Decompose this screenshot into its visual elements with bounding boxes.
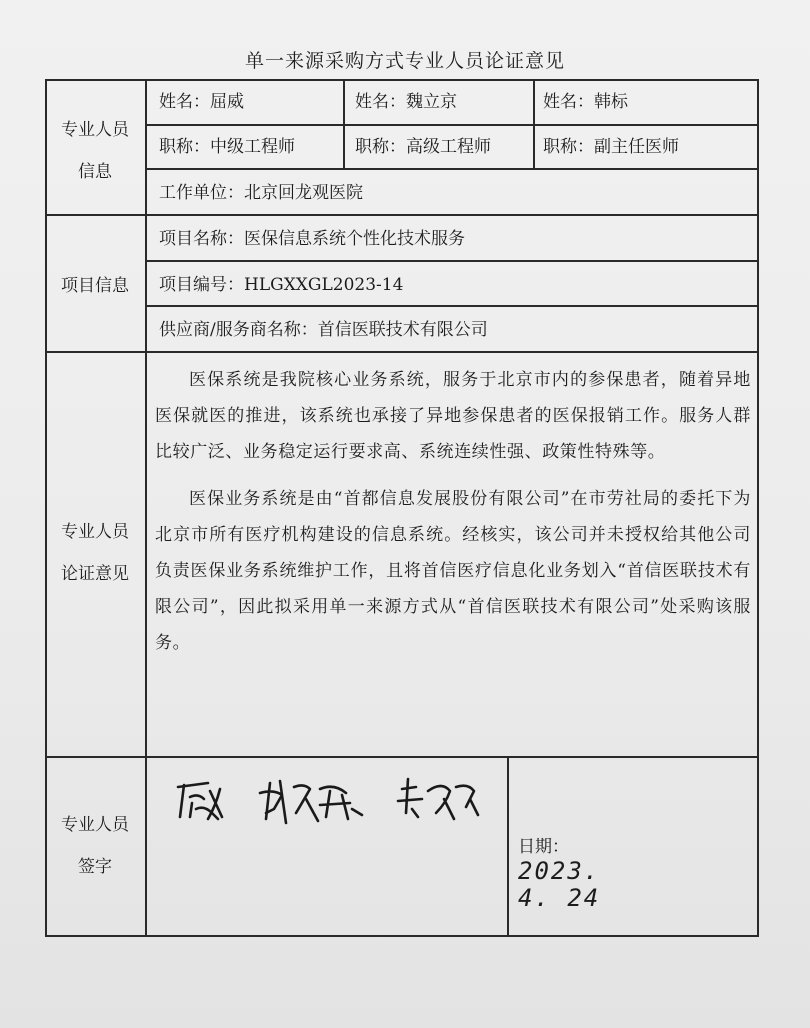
column-divider (533, 79, 535, 169)
opinion-paragraph-2: 医保业务系统是由“首都信息发展股份有限公司”在市劳社局的委托下为北京市所有医疗机构建设的信息系统。经核实，该公司并未授权给其他公司负责医保业务系统维护工作，且将首信医疗信息化业务划入“首信医联技术有限公司”，因此拟采用单一来源方式从“首信医联技术有限公司”处采购该服务。 (155, 488, 751, 654)
row-divider (145, 305, 759, 307)
signature-2-stroke (294, 785, 318, 821)
opinion-paragraph-1: 医保系统是我院核心业务系统，服务于北京市内的参保患者，随着异地医保就医的推进，该系统也承接了异地参保患者的医保报销工作。服务人群比较广泛、业务稳定运行要求高、系统连续性强、政策性特殊等。 (155, 370, 751, 463)
row-divider (145, 124, 759, 126)
personnel-label: 专业人员 信息 (61, 120, 129, 182)
signature-2-stroke (320, 787, 362, 819)
table-border-top (45, 79, 759, 81)
work-unit: 工作单位：北京回龙观医院 (159, 183, 363, 203)
project-name: 项目名称：医保信息系统个性化技术服务 (159, 229, 465, 249)
title-3: 职称：副主任医师 (543, 137, 679, 157)
date-column-divider (507, 756, 509, 937)
signature-3-stroke (398, 779, 422, 817)
section-divider (45, 756, 759, 758)
opinion-label: 专业人员 论证意见 (61, 522, 129, 584)
date-field (518, 835, 600, 913)
opinion-text (155, 362, 751, 662)
title-1: 职称：中级工程师 (159, 137, 295, 157)
title-2: 职称：高级工程师 (355, 137, 491, 157)
name-1: 姓名：屈威 (159, 92, 244, 112)
document-title: 单一来源采购方式专业人员论证意见 (244, 50, 565, 72)
column-divider (343, 79, 345, 169)
row-divider (145, 260, 759, 262)
signature-3-stroke (428, 786, 478, 819)
project-label: 项目信息 (61, 276, 129, 296)
supplier-name: 供应商/服务商名称：首信医联技术有限公司 (159, 320, 488, 340)
signature-label: 专业人员 签字 (61, 815, 129, 877)
project-number: 项目编号：HLGXXGL2023-14 (159, 275, 404, 295)
table-border-bottom (45, 935, 759, 937)
name-3: 姓名：韩标 (543, 92, 628, 112)
date-label: 日期： (518, 837, 569, 857)
name-2: 姓名：魏立京 (355, 92, 457, 112)
section-divider (45, 214, 759, 216)
row-divider (145, 168, 759, 170)
signature-2-stroke (260, 781, 286, 823)
section-divider (45, 351, 759, 353)
handwritten-signatures (170, 769, 490, 829)
date-value: 2023. 4. 24 (518, 857, 601, 912)
label-column-divider (145, 79, 147, 937)
table-border-right (757, 79, 759, 937)
